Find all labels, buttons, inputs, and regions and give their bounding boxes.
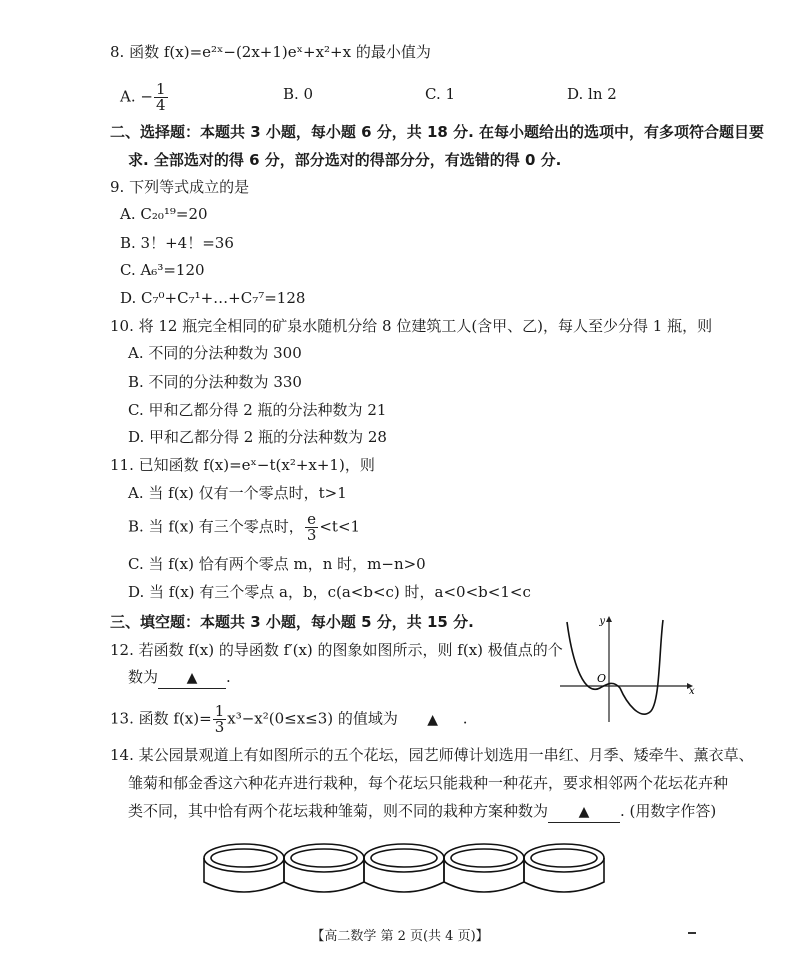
q13-line: 13. 函数 f(x)= $\frac{1}{3}$ x³−x²(0≤x≤3) 的值域为 ▲ . xyxy=(110,702,468,736)
q10-option-a: A. 不同的分法种数为 300 xyxy=(128,344,302,362)
q11-option-c: C. 当 f(x) 恰有两个零点 m，n 时，m−n>0 xyxy=(128,555,426,573)
q11-option-a: A. 当 f(x) 仅有一个零点时，t>1 xyxy=(128,484,347,502)
section2-instructions-line1: 二、选择题：本题共 3 小题，每小题 6 分，共 18 分. 在每小题给出的选项中，有多项符合题目要 xyxy=(110,123,765,141)
q14-answer-blank xyxy=(548,801,620,823)
flower-beds-illustration xyxy=(200,836,610,904)
q11-option-b: B. 当 f(x) 有三个零点时， $\frac{e}{3}$ <t<1 xyxy=(128,510,361,544)
flower-bed-5 xyxy=(524,844,604,892)
q8-stem: 8. 函数 f(x)=e²ˣ−(2x+1)eˣ+x²+x 的最小值为 xyxy=(110,43,431,61)
section3-title: 三、填空题：本题共 3 小题，每小题 5 分，共 15 分. xyxy=(110,613,474,631)
flower-bed-1 xyxy=(204,844,284,892)
q10-option-d: D. 甲和乙都分得 2 瓶的分法种数为 28 xyxy=(128,428,387,446)
q9-stem: 9. 下列等式成立的是 xyxy=(110,178,250,196)
q14-line1: 14. 某公园景观道上有如图所示的五个花坛，园艺师傅计划选用一串红、月季、矮牵牛、薰衣草、 xyxy=(110,746,754,764)
q11-option-d: D. 当 f(x) 有三个零点 a，b，c(a<b<c) 时，a<0<b<1<c xyxy=(128,583,531,601)
answer-triangle-icon: ▲ xyxy=(186,670,198,686)
x-axis-label: x xyxy=(689,686,695,697)
q9-option-a: A. C₂₀¹⁹=20 xyxy=(120,205,208,223)
corner-mark xyxy=(688,932,696,934)
flower-bed-2 xyxy=(284,844,364,892)
q11-stem: 11. 已知函数 f(x)=eˣ−t(x²+x+1)，则 xyxy=(110,456,375,474)
q8-option-a: A. − $\frac{1}{4}$ xyxy=(120,80,166,114)
q10-stem: 10. 将 12 瓶完全相同的矿泉水随机分给 8 位建筑工人(含甲、乙)，每人至少分得 1 瓶，则 xyxy=(110,317,713,335)
q12-answer-blank xyxy=(158,667,226,689)
flower-bed-3 xyxy=(364,844,444,892)
q14-line2: 雏菊和郁金香这六种花卉进行栽种，每个花坛只能栽种一种花卉，要求相邻两个花坛花卉种 xyxy=(128,774,729,792)
q12-line2: 数为 ▲ . xyxy=(128,667,231,689)
q10-option-c: C. 甲和乙都分得 2 瓶的分法种数为 21 xyxy=(128,401,387,419)
y-axis-label: y xyxy=(599,616,605,627)
q9-option-d: D. C₇⁰+C₇¹+…+C₇⁷=128 xyxy=(120,289,306,307)
section2-instructions-line2: 求. 全部选对的得 6 分，部分选对的得部分分，有选错的得 0 分. xyxy=(128,151,562,169)
flower-bed-4 xyxy=(444,844,524,892)
derivative-curve xyxy=(567,620,663,714)
q14-line3: 类不同，其中恰有两个花坛栽种雏菊，则不同的栽种方案种数为 ▲ . (用数字作答) xyxy=(128,801,716,823)
page-footer: 【高二数学 第 2 页(共 4 页)】 xyxy=(311,929,489,944)
derivative-graph xyxy=(555,612,695,724)
q13-answer-blank xyxy=(403,709,463,730)
answer-triangle-icon: ▲ xyxy=(578,804,590,820)
q10-option-b: B. 不同的分法种数为 330 xyxy=(128,373,302,391)
answer-triangle-icon: ▲ xyxy=(427,711,439,728)
y-axis-arrow-icon xyxy=(606,616,612,622)
q8-option-b: B. 0 xyxy=(283,85,314,103)
q9-option-c: C. A₆³=120 xyxy=(120,261,205,279)
q12-line1: 12. 若函数 f(x) 的导函数 f′(x) 的图象如图所示，则 f(x) 极值点的个 xyxy=(110,641,563,659)
q8-option-d: D. ln 2 xyxy=(567,85,617,103)
q8-option-c: C. 1 xyxy=(425,85,456,103)
origin-label: O xyxy=(597,672,607,685)
q9-option-b: B. 3！+4！=36 xyxy=(120,234,234,252)
